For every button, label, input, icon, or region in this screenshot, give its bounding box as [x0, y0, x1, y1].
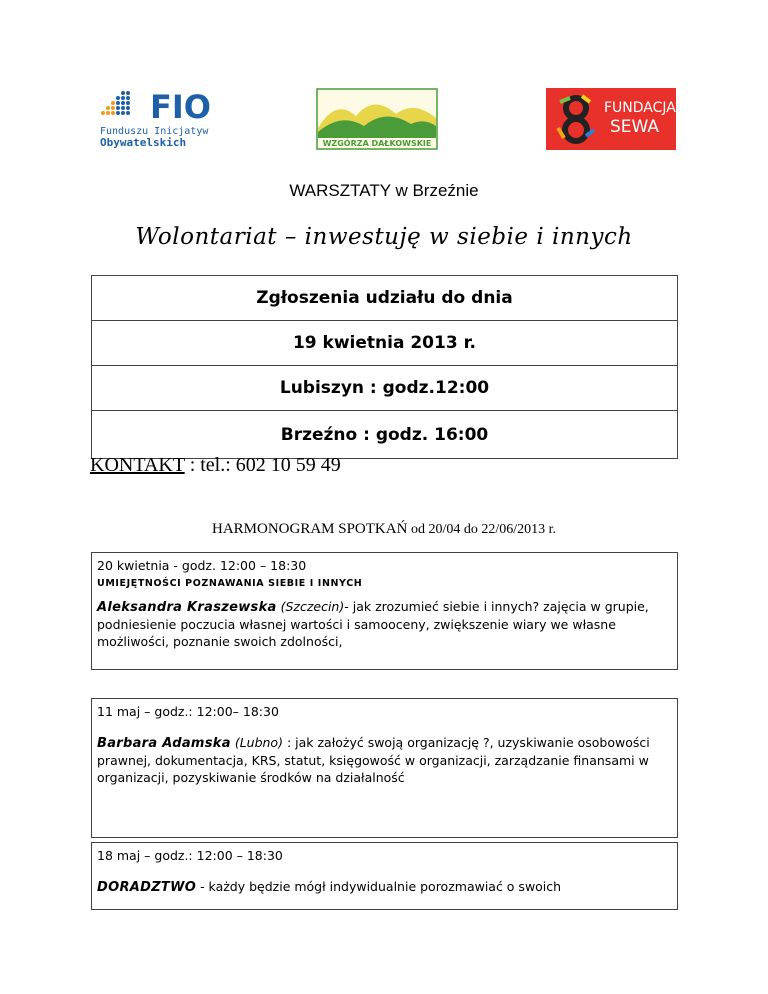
svg-text:WZGÓRZA DAŁKOWSKIE: WZGÓRZA DAŁKOWSKIE	[322, 139, 432, 148]
schedule-heading-main: HARMONOGRAM SPOTKAŃ	[211, 521, 408, 537]
session-speaker: Barbara Adamska	[97, 736, 231, 751]
table-row	[92, 366, 678, 411]
session-description	[97, 598, 672, 650]
table-row	[92, 411, 678, 459]
contact-line	[90, 454, 341, 477]
svg-text:Funduszu Inicjatyw: Funduszu Inicjatyw	[100, 126, 209, 137]
fio-logo	[98, 88, 233, 150]
session-box	[91, 698, 678, 838]
session-topic: UMIEJĘTNOŚCI POZNAWANIA SIEBIE I INNYCH	[97, 578, 363, 589]
registration-deadline-date: 19 kwietnia 2013 r.	[92, 321, 678, 366]
session-text: : jak założyć swoją organizację ?, uzyskiwanie osobowości prawnej, dokumentacja, KRS, statut, księgowość w organizacji, zarządzanie finansami w organizacji, pozyskiwanie środków na działalność	[97, 735, 650, 785]
logo-bar	[0, 84, 768, 164]
fundacja-sewa-logo	[546, 88, 676, 150]
schedule-heading	[0, 521, 768, 538]
schedule-heading-range: od 20/04 do 22/06/2013 r.	[407, 522, 556, 537]
page-subtitle: Wolontariat – inwestuję w siebie i innych	[135, 224, 633, 250]
table-row	[92, 276, 678, 321]
contact-phone: : tel.: 602 10 59 49	[184, 454, 341, 476]
registration-table	[91, 275, 678, 459]
session-text: - każdy będzie mógł indywidualnie porozmawiać o swoich	[196, 879, 562, 894]
brzezno-time: Brzeźno : godz. 16:00	[92, 411, 678, 459]
session-speaker: DORADZTWO	[97, 880, 197, 895]
session-description	[97, 878, 672, 896]
session-text: - jak zrozumieć siebie i innych? zajęcia w grupie, podniesienie poczucia własnej wartości i samooceny, zwiększenie wiary we własne możliwości, poznanie swoich zdolności,	[97, 599, 649, 649]
session-time: 18 maj – godz.: 12:00 – 18:30	[97, 848, 283, 863]
registration-deadline-label: Zgłoszenia udziału do dnia	[92, 276, 678, 321]
page-title: WARSZTATY w Brzeźnie	[289, 181, 479, 200]
session-time: 20 kwietnia - godz. 12:00 – 18:30	[97, 558, 307, 573]
svg-text:FUNDACJA: FUNDACJA	[604, 100, 676, 116]
session-description	[97, 734, 672, 786]
svg-text:FIO: FIO	[150, 88, 211, 126]
lubiszyn-time: Lubiszyn : godz.12:00	[92, 366, 678, 411]
table-row	[92, 321, 678, 366]
session-place: (Lubno)	[234, 735, 283, 750]
session-box	[91, 552, 678, 670]
session-time: 11 maj – godz.: 12:00– 18:30	[97, 704, 279, 719]
svg-text:Obywatelskich: Obywatelskich	[100, 136, 187, 149]
svg-text:SEWA: SEWA	[610, 117, 660, 137]
session-place: (Szczecin)	[280, 599, 345, 614]
session-box	[91, 842, 678, 910]
wzgorza-dalkowskie-logo	[316, 88, 438, 150]
contact-label: KONTAKT	[90, 454, 185, 476]
session-speaker: Aleksandra Kraszewska	[97, 600, 277, 615]
